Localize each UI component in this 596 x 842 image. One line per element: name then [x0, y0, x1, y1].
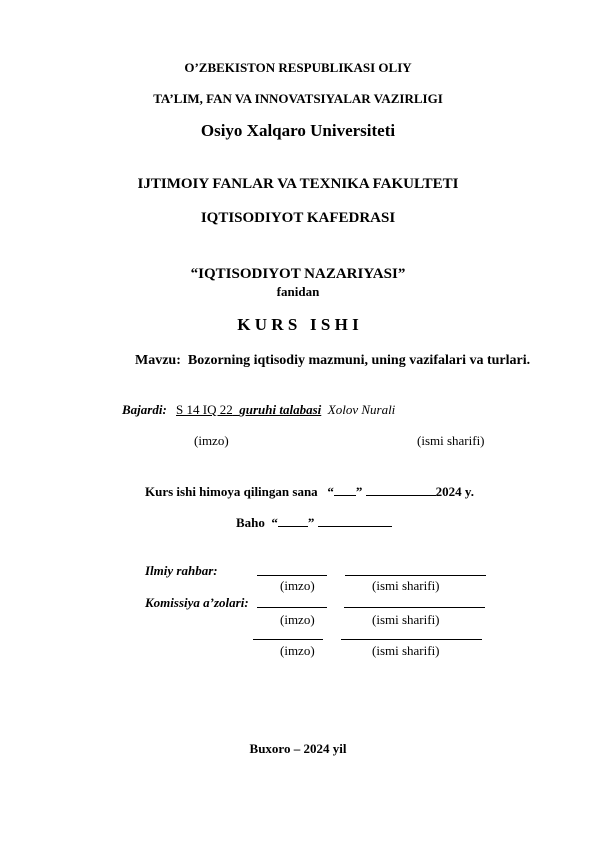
author-group: S 14 IQ 22	[176, 402, 233, 417]
commission-name-line-2	[341, 639, 482, 640]
defense-quote-open: “	[327, 484, 334, 499]
defense-year: 2024 y.	[435, 484, 474, 499]
author-group-suffix: guruhi talabasi	[239, 402, 322, 417]
author-sign-caption: (imzo)	[194, 433, 229, 448]
grade-words-field	[318, 514, 392, 527]
topic-line	[135, 353, 530, 369]
author-name: Xolov Nurali	[327, 402, 396, 417]
defense-date-line	[145, 483, 474, 500]
commission-sign-caption-1: (imzo)	[280, 612, 315, 627]
topic-text: Bozorning iqtisodiy mazmuni, uning vazifalari va turlari.	[187, 353, 531, 368]
topic-label: Mavzu:	[135, 353, 181, 368]
author-name-caption: (ismi sharifi)	[417, 433, 485, 448]
supervisor-label: Ilmiy rahbar:	[145, 563, 218, 578]
grade-field	[278, 514, 308, 527]
commission-label: Komissiya a’zolari:	[145, 595, 249, 610]
commission-name-caption-2: (ismi sharifi)	[372, 643, 440, 658]
commission-sign-line-1	[257, 607, 327, 608]
grade-label: Baho	[236, 515, 265, 530]
author-label: Bajardi:	[122, 402, 167, 417]
commission-sign-line-2	[253, 639, 323, 640]
supervisor-name-caption: (ismi sharifi)	[372, 578, 440, 593]
ministry-line-2: TA’LIM, FAN VA INNOVATSIYALAR VAZIRLIGI	[153, 91, 443, 106]
department-name: IQTISODIYOT KAFEDRASI	[200, 210, 396, 226]
ministry-line-1: O’ZBEKISTON RESPUBLIKASI OLIY	[184, 60, 412, 75]
supervisor-name-line	[345, 575, 486, 576]
university-name: Osiyo Xalqaro Universiteti	[200, 121, 396, 140]
supervisor-sign-caption: (imzo)	[280, 578, 315, 593]
subject-name: “IQTISODIYOT NAZARIYASI”	[190, 266, 406, 282]
commission-name-line-1	[344, 607, 485, 608]
grade-quote-close: ”	[307, 515, 315, 530]
grade-quote-open: “	[271, 515, 278, 530]
footer-city-year: Buxoro – 2024 yil	[249, 741, 347, 756]
supervisor-sign-line	[257, 575, 327, 576]
commission-name-caption-1: (ismi sharifi)	[372, 612, 440, 627]
defense-month-field	[366, 483, 436, 496]
author-line: Bajardi: S 14 IQ 22_guruhi talabasi Xolov Nurali	[122, 402, 396, 417]
defense-label: Kurs ishi himoya qilingan sana	[145, 484, 318, 499]
defense-day-field	[334, 483, 356, 496]
grade-line	[236, 514, 392, 531]
defense-quote-close: ”	[355, 484, 363, 499]
document-type-title: K U R S I S H I	[237, 315, 359, 334]
commission-sign-caption-2: (imzo)	[280, 643, 315, 658]
subject-suffix: fanidan	[276, 284, 320, 299]
faculty-name: IJTIMOIY FANLAR VA TEXNIKA FAKULTETI	[137, 176, 459, 192]
